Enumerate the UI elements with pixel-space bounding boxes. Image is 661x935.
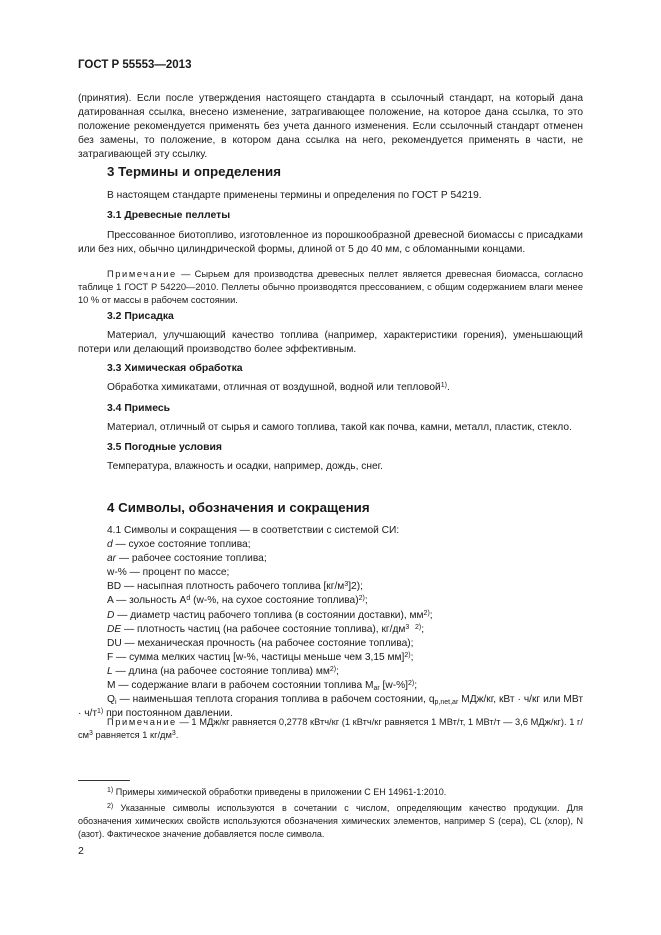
list-item: DU — механическая прочность (на рабочее состояние топлива); xyxy=(107,637,414,649)
list-item: BD — насыпная плотность рабочего топлива $[кг/м^3]2$); xyxy=(107,581,363,593)
term-3-1-definition: Прессованное биотопливо, изготовленное из порошкообразной древесной биомассы с присадками или без них, обычно цилиндрической формы, длиной от 5 до 40 мм, с обломанными концами. xyxy=(78,230,583,255)
section-4-note: Примечание — 1 МДж/кг равняется 0,2778 кВтч/кг (1 кВтч/кг равняется 1 МВт/т, 1 МВт/т — 3,6 МДж/кг). 1 $г/см^3$ равняется 1 $кг/дм^3$. xyxy=(78,717,583,740)
def-end: . xyxy=(446,382,450,393)
note-label: Примечание xyxy=(107,269,177,279)
footnote-ref: 1) xyxy=(440,382,447,389)
term-3-3-heading: 3.3 Химическая обработка xyxy=(107,363,243,374)
list-item: DE — плотность частиц (на рабочее состояние топлива), $кг/дм^3$ $^{2)}$; xyxy=(107,623,425,635)
list-item: F — сумма мелких частиц [w-%, частицы меньше чем 3,15 мм]$^{2)}$; xyxy=(107,651,414,663)
term-3-2-heading: 3.2 Присадка xyxy=(107,311,174,322)
intro-paragraph: (принятия). Если после утверждения настоящего стандарта в ссылочный стандарт, на который дана датированная ссылка, внесено изменение, затрагивающее положение, на которое дана ссылка, то это положение рекомендуется применять без учета данного изменения. Если ссылочный стандарт отменен без замены, то положение, в котором дана ссылка на него, рекомендуется применять в части, не затрагивающей эту ссылку. xyxy=(78,93,583,160)
list-item: 4.1 Символы и сокращения — в соответствии с системой СИ: xyxy=(107,525,400,536)
footnote-1: $^{1)}$ Примеры химической обработки приведены в приложении С ЕН 14961-1:2010. xyxy=(107,787,447,797)
term-3-1-note xyxy=(78,268,583,307)
footnote-2: $^{2)}$ Указанные символы используются в сочетании с числом, определяющим качество продукции. Для обозначения химических свойств используются обозначения химических элементов, например S (сера), CL (хлор), N (азот). Фактическое значение добавляется после символа. xyxy=(78,803,583,839)
term-3-2-definition: Материал, улучшающий качество топлива (например, характеристики горения), уменьшающий потери или делающий производство более эффективным. xyxy=(78,330,583,355)
list-item: w-% — процент по массе; xyxy=(107,567,230,579)
list-item: L — длина (на рабочее состояние топлива) $мм^{2)}$; xyxy=(107,665,339,677)
term-3-4-heading: 3.4 Примесь xyxy=(107,403,171,414)
term-3-3-definition xyxy=(107,381,450,395)
term-3-4-definition: Материал, отличный от сырья и самого топлива, такой как почва, камни, металл, пластик, стекло. xyxy=(107,422,572,433)
term-3-5-definition: Температура, влажность и осадки, например, дождь, снег. xyxy=(107,461,383,472)
footnote-divider xyxy=(78,780,130,781)
list-item: ar — рабочее состояние топлива; xyxy=(107,553,267,565)
section-3-heading: 3 Термины и определения xyxy=(107,164,281,179)
symbols-list xyxy=(78,524,583,721)
section-3-lead: В настоящем стандарте применены термины и определения по ГОСТ Р 54219. xyxy=(107,190,482,201)
page-number: 2 xyxy=(78,845,84,857)
list-item: D — диаметр частиц рабочего топлива (в состоянии доставки), $мм^{2)}$; xyxy=(107,609,433,621)
def-text: Обработка химикатами, отличная от воздушной, водной или тепловой xyxy=(107,382,441,393)
list-item: M — содержание влаги в рабочем состоянии топлива $M_{ar}$ $[w-\%]^{2)}$; xyxy=(107,680,418,693)
document-header: ГОСТ Р 55553—2013 xyxy=(78,59,192,71)
list-item: d — сухое состояние топлива; xyxy=(107,539,251,551)
list-item: A — зольность $A^d$ (w-%, на сухое состояние топлива)$^{2)}$; xyxy=(107,595,368,607)
note-label: Примечание xyxy=(107,717,177,727)
note-text: — Сырьем для производства древесных пеллет является древесная биомасса, согласно таблице 1 ГОСТ Р 54220—2010. Пеллеты обычно производятся прессованием, с общим содержанием влаги менее 10 % от массы в рабочем состоянии. xyxy=(78,269,583,305)
term-3-1-heading: 3.1 Древесные пеллеты xyxy=(107,210,231,221)
section-4-heading: 4 Символы, обозначения и сокращения xyxy=(107,500,370,515)
term-3-5-heading: 3.5 Погодные условия xyxy=(107,442,222,453)
list-item: $Q_i$ — наименьшая теплота сгорания топлива в рабочем состоянии, $q_{p,net,ar}$ МДж/кг, кВт · ч/кг или МВт · $ч/т^{1)}$ при постоянном давлении. xyxy=(78,694,583,720)
